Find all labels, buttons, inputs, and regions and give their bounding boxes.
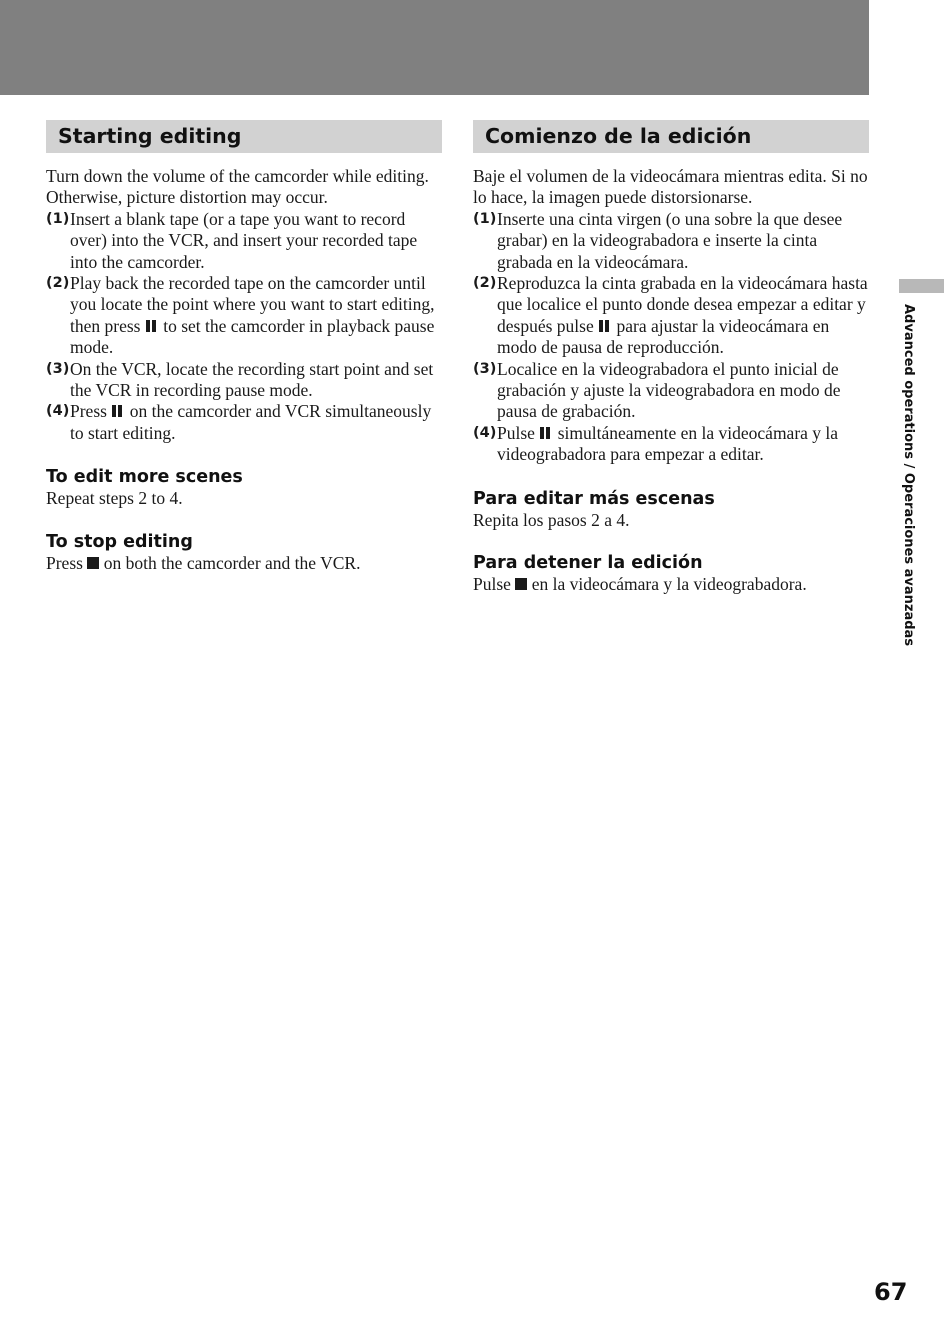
intro-paragraph: Turn down the volume of the camcorder while editing. Otherwise, picture distortion may occur. — [46, 166, 429, 208]
step-text: Inserte una cinta virgen (o una sobre la que desee grabar) en la videograbadora e inserte la cinta grabada en la videocámara. — [497, 208, 843, 272]
pause-icon — [598, 320, 612, 332]
header-band — [0, 0, 869, 95]
step-4 — [473, 423, 869, 466]
more-scenes-text: Repita los pasos 2 a 4. — [473, 509, 630, 530]
subheading-more-scenes: To edit more scenes — [46, 467, 243, 488]
step-1 — [46, 209, 442, 273]
stop-text-before: Pulse — [473, 574, 511, 595]
section-heading: Starting editing — [46, 120, 442, 153]
step-number: (1) — [473, 210, 497, 227]
step-2 — [473, 273, 869, 359]
step-text: Pulse — [497, 422, 535, 443]
step-number: (3) — [46, 360, 70, 377]
pause-icon — [111, 405, 125, 417]
step-text: on the camcorder and VCR simultaneously to start editing. — [70, 401, 432, 443]
step-text: para ajustar la videocámara en modo de pausa de reproducción. — [497, 315, 830, 358]
side-tab-marker — [899, 279, 944, 293]
step-text: Localice en la videograbadora el punto inicial de grabación y ajuste la videograbadora en modo de pausa de grabación. — [497, 358, 841, 422]
stop-editing-text — [473, 574, 869, 595]
step-3 — [46, 359, 442, 402]
subheading-stop-editing: Para detener la edición — [473, 553, 703, 574]
section-heading: Comienzo de la edición — [473, 120, 869, 153]
pause-icon — [145, 320, 159, 332]
step-2 — [46, 273, 442, 359]
side-section-label: Advanced operations / Operaciones avanzadas — [901, 304, 916, 647]
stop-text-after: on both the camcorder and the VCR. — [103, 552, 361, 573]
step-text: to set the camcorder in playback pause mode. — [70, 315, 435, 358]
step-text: Press — [70, 401, 107, 422]
step-1 — [473, 209, 869, 273]
stop-icon — [87, 557, 99, 569]
subheading-more-scenes: Para editar más escenas — [473, 488, 715, 509]
stop-icon — [515, 578, 527, 590]
stop-text-after: en la videocámara y la videograbadora. — [531, 574, 807, 595]
step-4 — [46, 401, 442, 444]
english-column — [46, 120, 442, 574]
step-number: (4) — [473, 424, 497, 441]
step-3 — [473, 359, 869, 423]
stop-editing-text — [46, 553, 442, 574]
english-body — [46, 166, 442, 574]
page-number: 67 — [874, 1278, 908, 1306]
step-number: (2) — [473, 275, 497, 292]
pause-icon — [539, 427, 553, 439]
step-number: (1) — [46, 210, 70, 227]
step-text: Reproduzca la cinta grabada en la videocámara hasta que localice el punto donde desea empezar a editar y después pulse — [497, 273, 868, 336]
spanish-column — [473, 120, 869, 596]
spanish-body — [473, 166, 869, 596]
step-number: (2) — [46, 275, 70, 292]
subheading-stop-editing: To stop editing — [46, 531, 193, 552]
step-text: Play back the recorded tape on the camcorder until you locate the point where you want to start editing, then press — [70, 273, 435, 336]
step-text: On the VCR, locate the recording start point and set the VCR in recording pause mode. — [70, 358, 434, 401]
step-text: Insert a blank tape (or a tape you want to record over) into the VCR, and insert your recorded tape into the camcorder. — [70, 208, 418, 272]
step-number: (3) — [473, 360, 497, 377]
step-number: (4) — [46, 403, 70, 420]
stop-text-before: Press — [46, 552, 83, 573]
intro-paragraph: Baje el volumen de la videocámara mientras edita. Si no lo hace, la imagen puede distorsionarse. — [473, 166, 868, 208]
step-text: simultáneamente en la videocámara y la videograbadora para empezar a editar. — [497, 422, 839, 465]
more-scenes-text: Repeat steps 2 to 4. — [46, 488, 183, 509]
